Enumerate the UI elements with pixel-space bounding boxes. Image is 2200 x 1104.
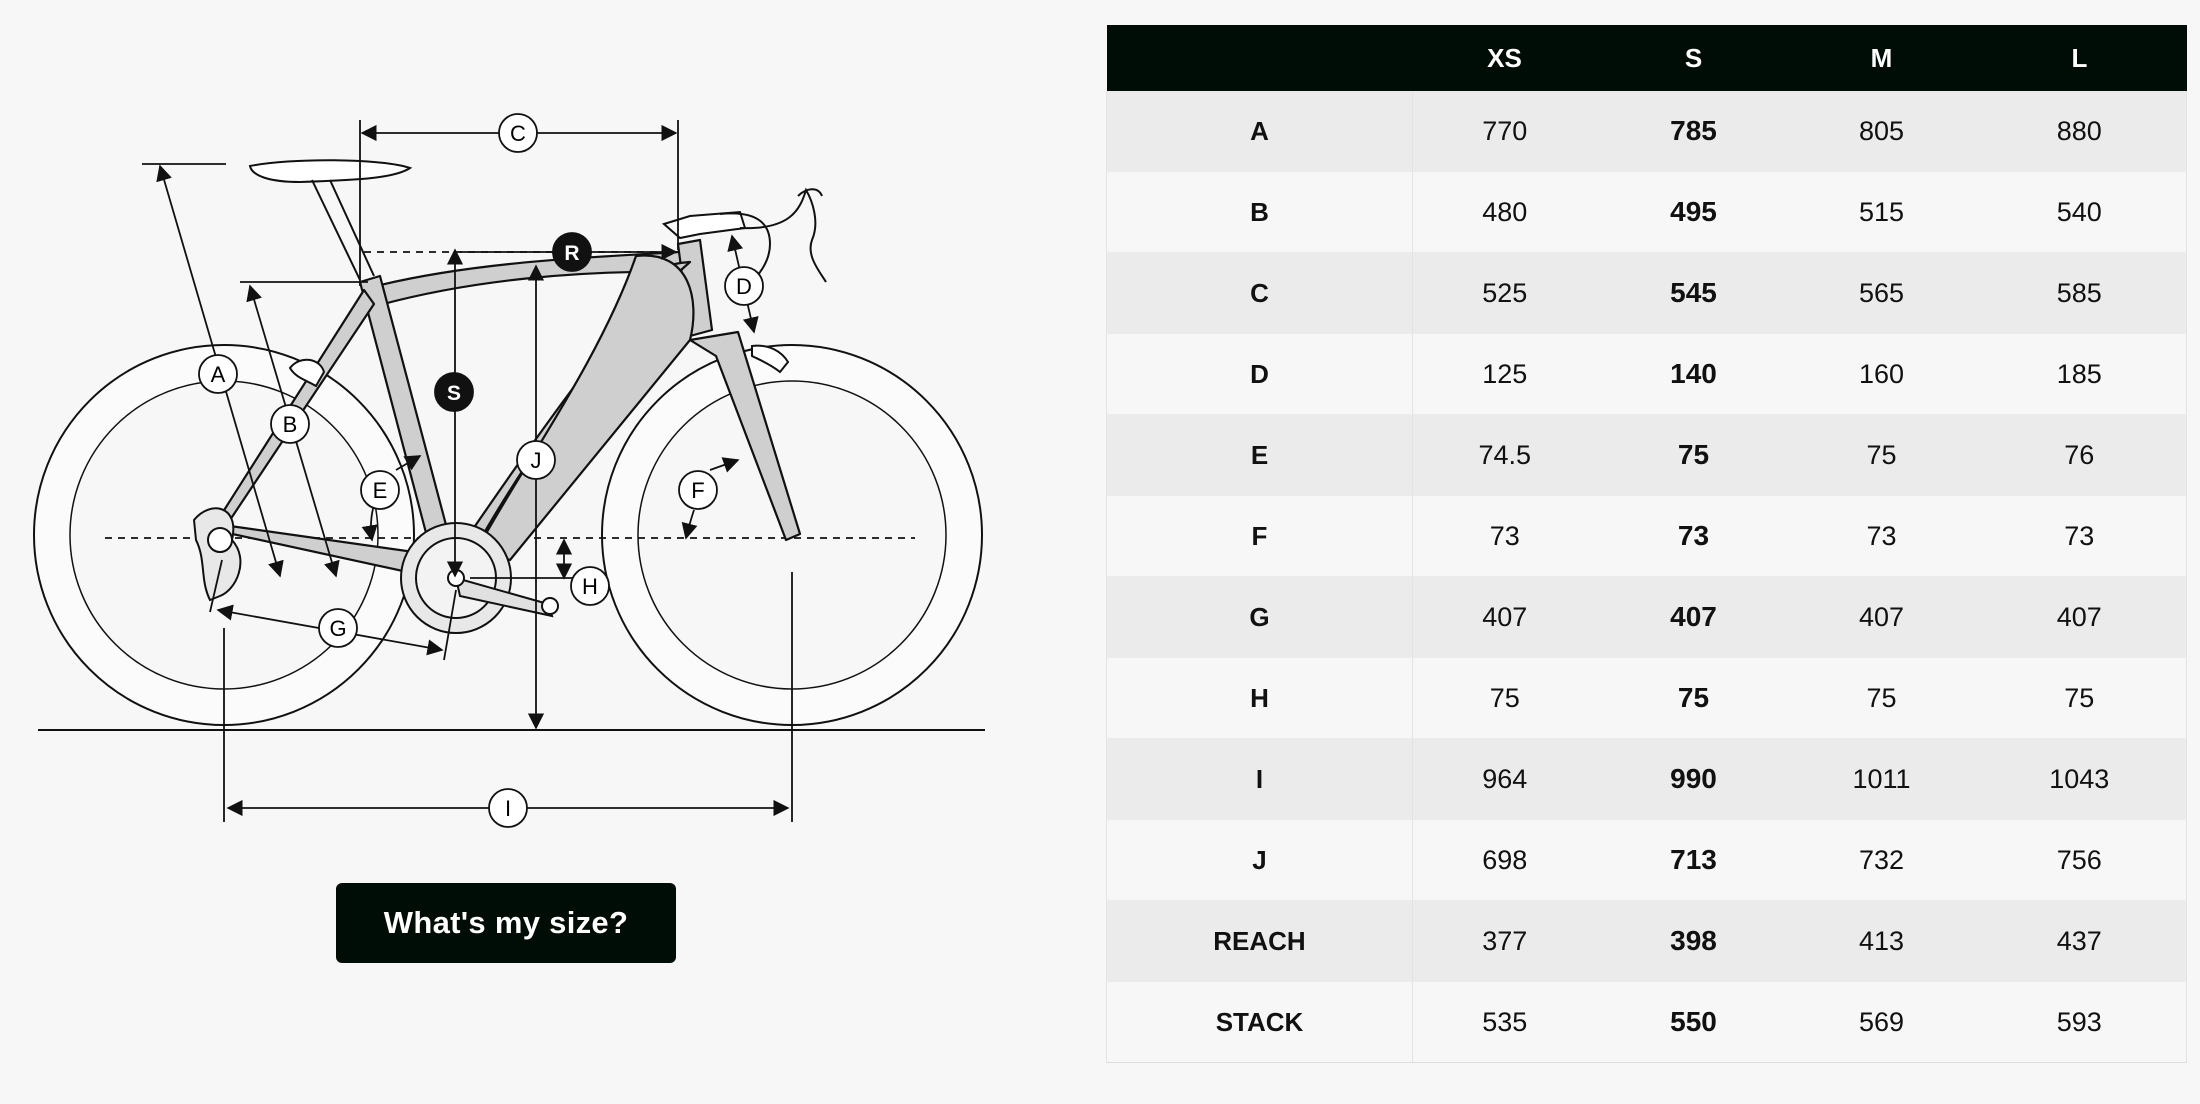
table-cell: 160 (1791, 334, 1973, 415)
table-row (1107, 577, 2187, 658)
row-label: J (1107, 820, 1413, 901)
dimension-label-G (319, 609, 357, 647)
row-label: G (1107, 577, 1413, 658)
table-cell: 990 (1597, 739, 1791, 820)
svg-text:F: F (691, 478, 705, 503)
row-label: D (1107, 334, 1413, 415)
row-label: A (1107, 91, 1413, 172)
dimension-label-D (725, 267, 763, 305)
table-cell: 545 (1597, 253, 1791, 334)
table-cell: 407 (1791, 577, 1973, 658)
table-cell: 713 (1597, 820, 1791, 901)
dimension-label-I (489, 789, 527, 827)
table-cell: 407 (1597, 577, 1791, 658)
table-cell: 480 (1413, 172, 1597, 253)
dimension-label-H (571, 567, 609, 605)
table-cell: 75 (1791, 658, 1973, 739)
table-body (1107, 91, 2187, 1063)
header-size-s: S (1597, 25, 1791, 91)
table-row (1107, 172, 2187, 253)
table-cell: 75 (1597, 658, 1791, 739)
table-cell: 125 (1413, 334, 1597, 415)
table-cell: 398 (1597, 901, 1791, 982)
header-size-xs: XS (1413, 25, 1597, 91)
svg-text:H: H (582, 574, 598, 599)
svg-text:S: S (446, 382, 462, 405)
dimension-label-E (361, 471, 399, 509)
table-row (1107, 658, 2187, 739)
table-cell: 73 (1413, 496, 1597, 577)
table-cell: 73 (1973, 496, 2187, 577)
table-cell: 75 (1973, 658, 2187, 739)
table-row (1107, 739, 2187, 820)
svg-text:J: J (530, 448, 542, 473)
table-cell: 1043 (1973, 739, 2187, 820)
table-cell: 593 (1973, 982, 2187, 1063)
table-cell: 585 (1973, 253, 2187, 334)
table-cell: 407 (1973, 577, 2187, 658)
table-cell: 76 (1973, 415, 2187, 496)
svg-text:B: B (282, 412, 298, 437)
table-cell: 407 (1413, 577, 1597, 658)
table-cell: 515 (1791, 172, 1973, 253)
table-cell: 75 (1413, 658, 1597, 739)
geometry-panel (0, 0, 1080, 1104)
dimension-label-J (517, 441, 555, 479)
table-cell: 437 (1973, 901, 2187, 982)
header-size-l: L (1973, 25, 2187, 91)
table-cell: 565 (1791, 253, 1973, 334)
table-cell: 75 (1597, 415, 1791, 496)
header-size-m: M (1791, 25, 1973, 91)
table-row (1107, 496, 2187, 577)
dimension-label-R (553, 233, 591, 271)
table-cell: 550 (1597, 982, 1791, 1063)
table-row (1107, 415, 2187, 496)
table-row (1107, 982, 2187, 1063)
table-cell: 569 (1791, 982, 1973, 1063)
table-cell: 805 (1791, 91, 1973, 172)
table-row (1107, 901, 2187, 982)
table-cell: 540 (1973, 172, 2187, 253)
table-cell: 73 (1597, 496, 1791, 577)
table-cell: 73 (1791, 496, 1973, 577)
svg-text:C: C (510, 121, 526, 146)
table-cell: 698 (1413, 820, 1597, 901)
table-row (1107, 334, 2187, 415)
table-cell: 75 (1791, 415, 1973, 496)
table-row (1107, 820, 2187, 901)
row-label: I (1107, 739, 1413, 820)
table-cell: 495 (1597, 172, 1791, 253)
table-cell: 413 (1791, 901, 1973, 982)
table-cell: 880 (1973, 91, 2187, 172)
table-row (1107, 91, 2187, 172)
row-label: REACH (1107, 901, 1413, 982)
svg-text:I: I (504, 796, 512, 821)
table-cell: 140 (1597, 334, 1791, 415)
table-cell: 756 (1973, 820, 2187, 901)
dimension-label-B (271, 405, 309, 443)
table-cell: 785 (1597, 91, 1791, 172)
row-label: E (1107, 415, 1413, 496)
header-blank (1107, 25, 1413, 91)
geometry-size-table (1106, 25, 2187, 1063)
row-label: B (1107, 172, 1413, 253)
table-row (1107, 253, 2187, 334)
table-cell: 185 (1973, 334, 2187, 415)
svg-text:D: D (736, 274, 752, 299)
bike-geometry-diagram (0, 0, 1080, 860)
table-cell: 377 (1413, 901, 1597, 982)
svg-text:G: G (329, 616, 347, 641)
svg-text:E: E (372, 478, 388, 503)
table-cell: 74.5 (1413, 415, 1597, 496)
table-cell: 770 (1413, 91, 1597, 172)
saddle (250, 160, 410, 280)
dimension-label-C (499, 114, 537, 152)
dimension-label-S (435, 373, 473, 411)
dimension-label-A (199, 355, 237, 393)
row-label: C (1107, 253, 1413, 334)
svg-text:R: R (564, 242, 580, 265)
table-cell: 535 (1413, 982, 1597, 1063)
table-header-row (1107, 25, 2187, 91)
row-label: H (1107, 658, 1413, 739)
row-label: STACK (1107, 982, 1413, 1063)
svg-text:A: A (210, 362, 226, 387)
dimension-label-F (679, 471, 717, 509)
table-cell: 964 (1413, 739, 1597, 820)
row-label: F (1107, 496, 1413, 577)
whats-my-size-button[interactable]: What's my size? (336, 883, 676, 963)
table-cell: 732 (1791, 820, 1973, 901)
table-cell: 1011 (1791, 739, 1973, 820)
table-cell: 525 (1413, 253, 1597, 334)
